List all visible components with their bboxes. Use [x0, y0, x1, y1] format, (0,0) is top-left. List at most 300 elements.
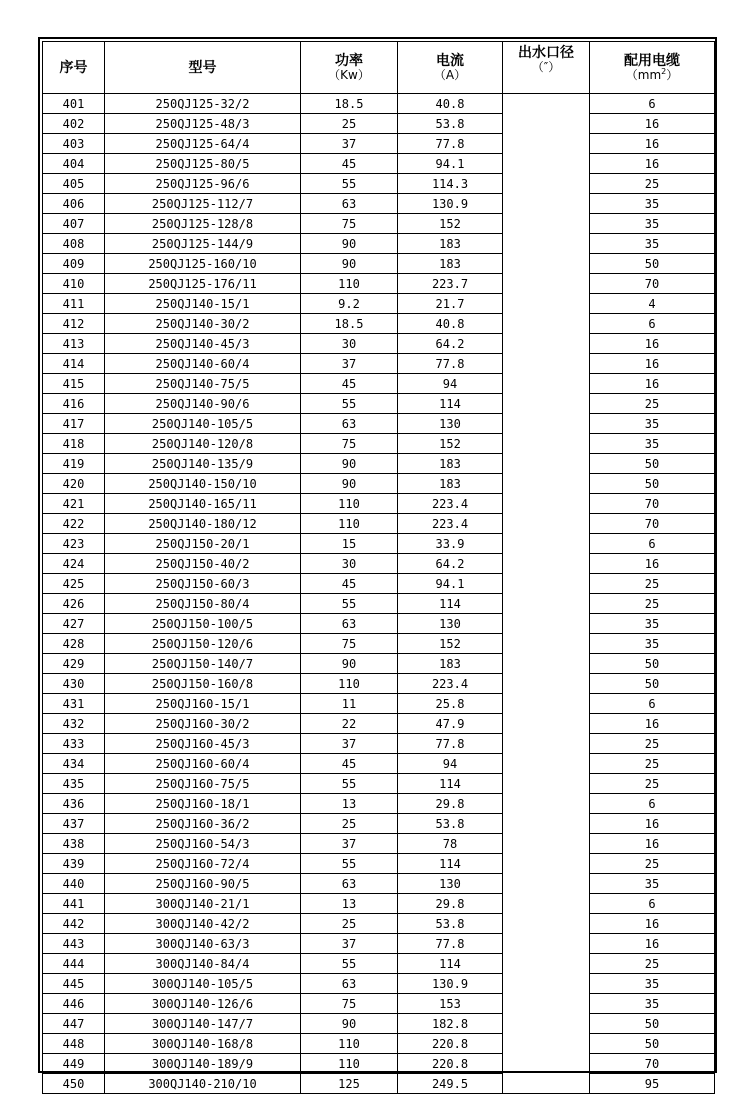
table-row	[43, 334, 715, 354]
cell-power: 37	[301, 734, 398, 754]
cell-current: 21.7	[398, 294, 503, 314]
cell-no: 431	[43, 694, 105, 714]
cell-no: 442	[43, 914, 105, 934]
cell-no: 449	[43, 1054, 105, 1074]
cell-model: 250QJ140-30/2	[105, 314, 301, 334]
cell-current: 114	[398, 774, 503, 794]
cell-current: 152	[398, 634, 503, 654]
header-cable-unit-sup: 2	[661, 67, 667, 76]
table-row	[43, 354, 715, 374]
cell-power: 63	[301, 194, 398, 214]
cell-no: 412	[43, 314, 105, 334]
cell-no: 414	[43, 354, 105, 374]
table-row	[43, 1034, 715, 1054]
cell-power: 37	[301, 354, 398, 374]
cell-power: 75	[301, 634, 398, 654]
cell-no: 408	[43, 234, 105, 254]
cell-power: 110	[301, 1054, 398, 1074]
cell-power: 90	[301, 254, 398, 274]
cell-power: 110	[301, 274, 398, 294]
table-row	[43, 914, 715, 934]
cell-model: 250QJ140-45/3	[105, 334, 301, 354]
cell-no: 444	[43, 954, 105, 974]
table-row	[43, 794, 715, 814]
cell-cable: 25	[590, 854, 715, 874]
cell-model: 300QJ140-147/7	[105, 1014, 301, 1034]
cell-no: 441	[43, 894, 105, 914]
cell-model: 250QJ160-18/1	[105, 794, 301, 814]
cell-no: 426	[43, 594, 105, 614]
pump-spec-table	[42, 41, 715, 1094]
table-row	[43, 374, 715, 394]
cell-model: 250QJ125-112/7	[105, 194, 301, 214]
cell-cable: 50	[590, 1014, 715, 1034]
table-row	[43, 274, 715, 294]
cell-cable: 70	[590, 494, 715, 514]
cell-current: 77.8	[398, 734, 503, 754]
cell-cable: 35	[590, 414, 715, 434]
cell-power: 30	[301, 554, 398, 574]
cell-model: 250QJ125-80/5	[105, 154, 301, 174]
cell-current: 153	[398, 994, 503, 1014]
cell-cable: 70	[590, 274, 715, 294]
cell-no: 430	[43, 674, 105, 694]
cell-no: 420	[43, 474, 105, 494]
cell-no: 413	[43, 334, 105, 354]
cell-power: 30	[301, 334, 398, 354]
cell-no: 438	[43, 834, 105, 854]
header-outlet	[503, 42, 590, 94]
header-cable-unit-base: （mm	[625, 68, 662, 82]
cell-power: 13	[301, 794, 398, 814]
cell-current: 183	[398, 254, 503, 274]
table-row	[43, 934, 715, 954]
table-row	[43, 454, 715, 474]
cell-current: 130	[398, 414, 503, 434]
cell-cable: 95	[590, 1074, 715, 1094]
cell-current: 114	[398, 594, 503, 614]
cell-power: 63	[301, 874, 398, 894]
cell-no: 428	[43, 634, 105, 654]
header-current-label: 电流	[436, 53, 464, 69]
cell-current: 40.8	[398, 314, 503, 334]
cell-no: 410	[43, 274, 105, 294]
table-body	[43, 94, 715, 1094]
cell-power: 45	[301, 574, 398, 594]
cell-cable: 50	[590, 454, 715, 474]
cell-cable: 6	[590, 894, 715, 914]
cell-current: 183	[398, 474, 503, 494]
cell-power: 90	[301, 454, 398, 474]
cell-power: 110	[301, 1034, 398, 1054]
cell-model: 250QJ150-120/6	[105, 634, 301, 654]
cell-cable: 16	[590, 154, 715, 174]
cell-no: 433	[43, 734, 105, 754]
table-row	[43, 314, 715, 334]
cell-no: 403	[43, 134, 105, 154]
cell-no: 436	[43, 794, 105, 814]
table-row	[43, 834, 715, 854]
table-row	[43, 974, 715, 994]
cell-current: 220.8	[398, 1054, 503, 1074]
cell-cable: 16	[590, 354, 715, 374]
cell-cable: 70	[590, 514, 715, 534]
cell-power: 25	[301, 914, 398, 934]
header-cable-unit	[590, 69, 714, 81]
cell-model: 250QJ150-60/3	[105, 574, 301, 594]
cell-current: 47.9	[398, 714, 503, 734]
cell-power: 13	[301, 894, 398, 914]
cell-power: 55	[301, 954, 398, 974]
table-row	[43, 294, 715, 314]
table-row	[43, 854, 715, 874]
cell-model: 250QJ125-48/3	[105, 114, 301, 134]
cell-cable: 50	[590, 254, 715, 274]
header-cable-unit-close: ）	[666, 68, 679, 82]
cell-current: 25.8	[398, 694, 503, 714]
cell-no: 448	[43, 1034, 105, 1054]
cell-current: 64.2	[398, 554, 503, 574]
header-row	[43, 42, 715, 94]
cell-model: 250QJ125-160/10	[105, 254, 301, 274]
cell-model: 300QJ140-21/1	[105, 894, 301, 914]
cell-current: 77.8	[398, 934, 503, 954]
cell-power: 55	[301, 594, 398, 614]
cell-power: 125	[301, 1074, 398, 1094]
cell-power: 11	[301, 694, 398, 714]
cell-model: 250QJ140-90/6	[105, 394, 301, 414]
table-row	[43, 874, 715, 894]
table-row	[43, 174, 715, 194]
cell-current: 53.8	[398, 914, 503, 934]
table-row	[43, 114, 715, 134]
cell-power: 55	[301, 854, 398, 874]
cell-no: 423	[43, 534, 105, 554]
cell-cable: 4	[590, 294, 715, 314]
table-row	[43, 714, 715, 734]
cell-cable: 25	[590, 734, 715, 754]
cell-model: 250QJ125-128/8	[105, 214, 301, 234]
cell-power: 90	[301, 654, 398, 674]
cell-power: 15	[301, 534, 398, 554]
cell-model: 250QJ160-90/5	[105, 874, 301, 894]
cell-cable: 25	[590, 394, 715, 414]
cell-no: 402	[43, 114, 105, 134]
cell-power: 75	[301, 994, 398, 1014]
cell-cable: 25	[590, 774, 715, 794]
cell-model: 300QJ140-84/4	[105, 954, 301, 974]
cell-no: 401	[43, 94, 105, 114]
header-no: 序号	[43, 42, 105, 94]
cell-model: 300QJ140-42/2	[105, 914, 301, 934]
cell-current: 152	[398, 214, 503, 234]
cell-model: 250QJ150-140/7	[105, 654, 301, 674]
cell-no: 427	[43, 614, 105, 634]
cell-power: 55	[301, 394, 398, 414]
cell-power: 45	[301, 754, 398, 774]
cell-no: 411	[43, 294, 105, 314]
cell-power: 45	[301, 154, 398, 174]
cell-power: 90	[301, 234, 398, 254]
table-row	[43, 774, 715, 794]
table-row	[43, 694, 715, 714]
cell-no: 419	[43, 454, 105, 474]
cell-model: 250QJ150-160/8	[105, 674, 301, 694]
cell-no: 422	[43, 514, 105, 534]
cell-power: 63	[301, 974, 398, 994]
cell-current: 33.9	[398, 534, 503, 554]
table-row	[43, 214, 715, 234]
table-row	[43, 654, 715, 674]
table-row	[43, 994, 715, 1014]
table-row	[43, 94, 715, 114]
cell-power: 90	[301, 474, 398, 494]
cell-cable: 16	[590, 374, 715, 394]
cell-power: 37	[301, 934, 398, 954]
cell-power: 45	[301, 374, 398, 394]
cell-model: 250QJ150-40/2	[105, 554, 301, 574]
cell-no: 445	[43, 974, 105, 994]
cell-cable: 50	[590, 674, 715, 694]
table-row	[43, 1074, 715, 1094]
cell-no: 409	[43, 254, 105, 274]
cell-current: 114	[398, 394, 503, 414]
header-outlet-unit: （″）	[531, 60, 561, 74]
table-row	[43, 514, 715, 534]
table-row	[43, 1054, 715, 1074]
cell-model: 250QJ125-32/2	[105, 94, 301, 114]
cell-model: 250QJ160-75/5	[105, 774, 301, 794]
table-row	[43, 754, 715, 774]
cell-cable: 16	[590, 134, 715, 154]
table-row	[43, 894, 715, 914]
cell-cable: 35	[590, 194, 715, 214]
cell-model: 250QJ150-80/4	[105, 594, 301, 614]
cell-current: 114	[398, 854, 503, 874]
cell-model: 250QJ160-45/3	[105, 734, 301, 754]
cell-power: 110	[301, 494, 398, 514]
cell-model: 300QJ140-63/3	[105, 934, 301, 954]
cell-current: 114	[398, 954, 503, 974]
cell-no: 446	[43, 994, 105, 1014]
table-row	[43, 134, 715, 154]
cell-no: 406	[43, 194, 105, 214]
cell-cable: 6	[590, 314, 715, 334]
cell-current: 114.3	[398, 174, 503, 194]
cell-cable: 70	[590, 1054, 715, 1074]
cell-no: 407	[43, 214, 105, 234]
cell-model: 250QJ160-54/3	[105, 834, 301, 854]
cell-power: 63	[301, 414, 398, 434]
cell-current: 130	[398, 874, 503, 894]
cell-model: 300QJ140-126/6	[105, 994, 301, 1014]
cell-power: 37	[301, 834, 398, 854]
table-row	[43, 734, 715, 754]
cell-no: 421	[43, 494, 105, 514]
header-power	[301, 42, 398, 94]
cell-no: 429	[43, 654, 105, 674]
cell-power: 25	[301, 114, 398, 134]
cell-cable: 16	[590, 914, 715, 934]
table-row	[43, 954, 715, 974]
table-row	[43, 674, 715, 694]
cell-cable: 25	[590, 574, 715, 594]
cell-model: 250QJ140-165/11	[105, 494, 301, 514]
cell-current: 29.8	[398, 894, 503, 914]
cell-cable: 25	[590, 594, 715, 614]
cell-power: 63	[301, 614, 398, 634]
cell-cable: 35	[590, 874, 715, 894]
cell-current: 64.2	[398, 334, 503, 354]
cell-model: 250QJ125-144/9	[105, 234, 301, 254]
cell-current: 94.1	[398, 154, 503, 174]
cell-model: 300QJ140-210/10	[105, 1074, 301, 1094]
cell-model: 250QJ140-15/1	[105, 294, 301, 314]
cell-current: 40.8	[398, 94, 503, 114]
cell-current: 223.4	[398, 674, 503, 694]
cell-model: 250QJ160-15/1	[105, 694, 301, 714]
table-row	[43, 474, 715, 494]
cell-model: 250QJ140-150/10	[105, 474, 301, 494]
cell-model: 250QJ140-135/9	[105, 454, 301, 474]
cell-cable: 6	[590, 694, 715, 714]
cell-no: 432	[43, 714, 105, 734]
cell-cable: 50	[590, 474, 715, 494]
cell-current: 130.9	[398, 974, 503, 994]
cell-no: 434	[43, 754, 105, 774]
cell-cable: 50	[590, 1034, 715, 1054]
cell-current: 94.1	[398, 574, 503, 594]
table-row	[43, 574, 715, 594]
cell-power: 110	[301, 674, 398, 694]
cell-current: 77.8	[398, 354, 503, 374]
cell-power: 18.5	[301, 94, 398, 114]
cell-no: 417	[43, 414, 105, 434]
cell-current: 130	[398, 614, 503, 634]
header-power-label: 功率	[335, 53, 363, 69]
table-row	[43, 814, 715, 834]
cell-cable: 6	[590, 534, 715, 554]
cell-model: 250QJ125-176/11	[105, 274, 301, 294]
table-row	[43, 394, 715, 414]
table-row	[43, 554, 715, 574]
cell-model: 250QJ140-120/8	[105, 434, 301, 454]
cell-current: 53.8	[398, 114, 503, 134]
cell-no: 450	[43, 1074, 105, 1094]
table-row	[43, 154, 715, 174]
table-row	[43, 194, 715, 214]
header-outlet-label: 出水口径	[518, 45, 574, 61]
cell-model: 250QJ140-180/12	[105, 514, 301, 534]
cell-cable: 16	[590, 554, 715, 574]
header-cable	[590, 42, 715, 94]
cell-current: 29.8	[398, 794, 503, 814]
cell-no: 424	[43, 554, 105, 574]
cell-current: 220.8	[398, 1034, 503, 1054]
cell-cable: 16	[590, 114, 715, 134]
cell-model: 250QJ160-36/2	[105, 814, 301, 834]
cell-current: 94	[398, 374, 503, 394]
cell-cable: 25	[590, 954, 715, 974]
cell-cable: 35	[590, 974, 715, 994]
table-row	[43, 634, 715, 654]
cell-current: 152	[398, 434, 503, 454]
cell-cable: 35	[590, 994, 715, 1014]
cell-power: 55	[301, 774, 398, 794]
cell-no: 435	[43, 774, 105, 794]
cell-model: 300QJ140-189/9	[105, 1054, 301, 1074]
cell-no: 437	[43, 814, 105, 834]
cell-current: 77.8	[398, 134, 503, 154]
cell-current: 78	[398, 834, 503, 854]
cell-power: 18.5	[301, 314, 398, 334]
cell-current: 53.8	[398, 814, 503, 834]
cell-power: 37	[301, 134, 398, 154]
cell-power: 9.2	[301, 294, 398, 314]
cell-model: 300QJ140-105/5	[105, 974, 301, 994]
cell-no: 443	[43, 934, 105, 954]
table-row	[43, 414, 715, 434]
cell-model: 250QJ160-72/4	[105, 854, 301, 874]
table-row	[43, 494, 715, 514]
cell-model: 250QJ140-105/5	[105, 414, 301, 434]
cell-power: 75	[301, 214, 398, 234]
table-row	[43, 234, 715, 254]
cell-no: 440	[43, 874, 105, 894]
cell-current: 223.4	[398, 514, 503, 534]
cell-cable: 16	[590, 814, 715, 834]
cell-current: 130.9	[398, 194, 503, 214]
cell-model: 250QJ140-75/5	[105, 374, 301, 394]
cell-current: 223.7	[398, 274, 503, 294]
cell-no: 405	[43, 174, 105, 194]
cell-current: 183	[398, 654, 503, 674]
cell-model: 250QJ150-100/5	[105, 614, 301, 634]
cell-no: 439	[43, 854, 105, 874]
cell-outlet	[503, 94, 590, 1094]
cell-power: 90	[301, 1014, 398, 1034]
cell-power: 22	[301, 714, 398, 734]
cell-no: 404	[43, 154, 105, 174]
cell-cable: 35	[590, 614, 715, 634]
cell-no: 425	[43, 574, 105, 594]
cell-no: 418	[43, 434, 105, 454]
cell-current: 183	[398, 454, 503, 474]
table-row	[43, 254, 715, 274]
header-power-unit: （Kw）	[328, 68, 370, 82]
cell-current: 223.4	[398, 494, 503, 514]
table-row	[43, 534, 715, 554]
cell-no: 447	[43, 1014, 105, 1034]
header-model: 型号	[105, 42, 301, 94]
cell-model: 250QJ160-60/4	[105, 754, 301, 774]
cell-current: 94	[398, 754, 503, 774]
cell-cable: 6	[590, 794, 715, 814]
spec-sheet	[38, 37, 717, 1091]
cell-power: 75	[301, 434, 398, 454]
header-cable-label: 配用电缆	[624, 53, 680, 69]
table-row	[43, 434, 715, 454]
cell-current: 182.8	[398, 1014, 503, 1034]
cell-model: 250QJ125-96/6	[105, 174, 301, 194]
cell-power: 55	[301, 174, 398, 194]
cell-cable: 16	[590, 834, 715, 854]
cell-cable: 35	[590, 434, 715, 454]
cell-model: 300QJ140-168/8	[105, 1034, 301, 1054]
cell-no: 416	[43, 394, 105, 414]
cell-cable: 16	[590, 334, 715, 354]
table-row	[43, 594, 715, 614]
